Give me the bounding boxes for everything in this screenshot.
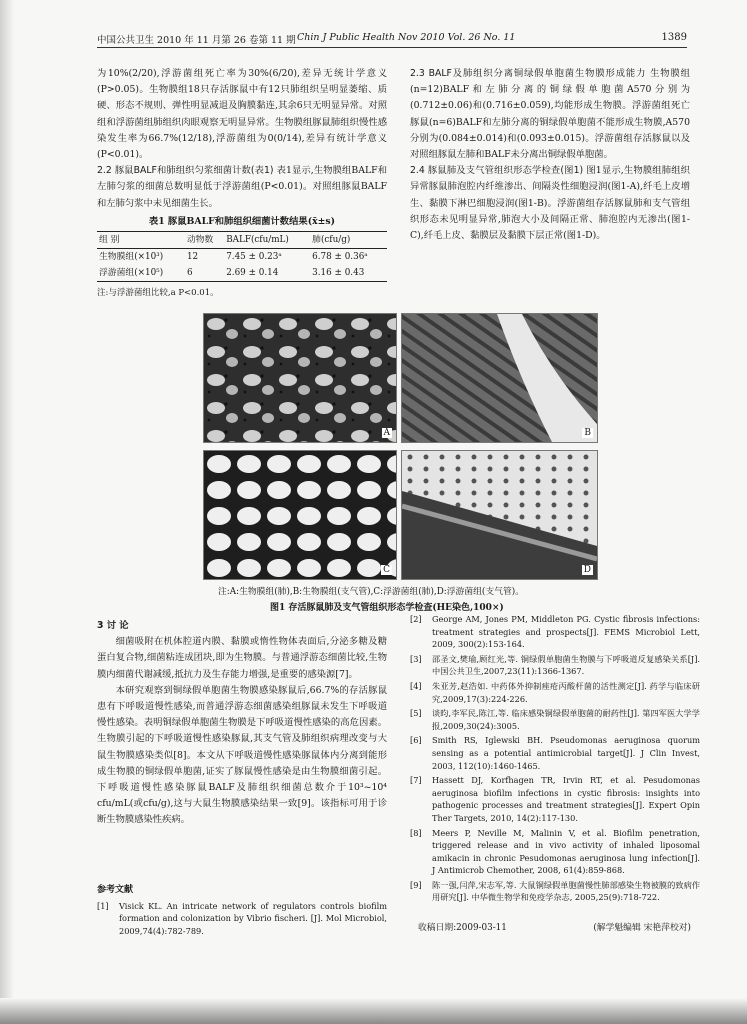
page-number: 1389 [661, 32, 687, 43]
table-cell: 7.45 ± 0.23ᵃ [226, 252, 282, 263]
discussion-title: 3 讨 论 [97, 620, 129, 631]
table-header-cell: 动物数 [186, 235, 214, 246]
section-2-4 [410, 163, 690, 244]
section-2-4-text: 图1显示,生物膜组肺组织异常豚鼠肺泡腔内纤维渗出、间隔炎性细胞浸润(图1-A),纤毛上皮增生、黏膜下淋巴细胞浸润(图1-B)。浮游菌组存活豚鼠肺和支气管组织形态未见明显异常,肺泡大小及间隔正常、肺泡腔内无渗出(图1-C),纤毛上皮、黏膜层及黏膜下层正常(图1-D)。 [410, 165, 690, 242]
micrograph-a [203, 313, 397, 443]
table-header-row [97, 232, 387, 249]
section-2-3 [410, 66, 690, 163]
micrograph-c-texture [204, 451, 396, 579]
figure-1 [203, 313, 598, 581]
references-right [410, 613, 700, 906]
micrograph-c [203, 450, 397, 580]
reference-item [410, 653, 700, 678]
table-cell: 生物膜组(×10³) [99, 252, 164, 263]
reference-number: [8] [410, 827, 422, 838]
header-journal-en: Chin J Public Health Nov 2010 Vol. 26 No. 11 [297, 32, 516, 43]
micrograph-d-texture [402, 451, 597, 579]
table-header-cell: BALF(cfu/mL) [226, 235, 289, 246]
reference-item [410, 827, 700, 877]
table-cell: 3.16 ± 0.43 [312, 268, 365, 279]
header-rule [97, 47, 687, 48]
reference-item [410, 879, 700, 904]
reference-item [410, 734, 700, 772]
bacteria-count-table [97, 231, 387, 282]
micrograph-a-texture [204, 314, 396, 442]
micrograph-b [401, 313, 598, 443]
scan-bottom-shadow [0, 998, 747, 1024]
right-column [410, 66, 690, 244]
table-cell: 6.78 ± 0.36ᵃ [312, 252, 368, 263]
table-cell: 12 [186, 252, 199, 263]
reference-number: [4] [410, 680, 422, 691]
section-2-2-title: 2.2 豚鼠BALF和肺组织匀浆细菌计数(表1) [97, 165, 274, 177]
micrograph-b-texture [402, 314, 597, 442]
table-row [97, 265, 387, 282]
section-2-2 [97, 163, 387, 212]
panel-label-a: A [383, 428, 390, 438]
reference-item [410, 707, 700, 732]
references-left [97, 884, 387, 939]
reference-item [97, 900, 387, 938]
table-cell: 6 [186, 268, 193, 279]
table-note: 注:与浮游菌组比较,a P<0.01。 [97, 288, 219, 299]
received-date: 收稿日期:2009-03-11 [418, 923, 507, 933]
figure-title: 图1 存活豚鼠肺及支气管组织形态学检查(HE染色,100×) [270, 603, 504, 613]
reference-item [410, 680, 700, 705]
references-heading: 参考文献 [97, 885, 134, 895]
section-2-4-title: 2.4 豚鼠肺及支气管组织形态学检查(图1) [410, 165, 584, 177]
reference-number: [6] [410, 735, 422, 746]
header-journal-cn: 中国公共卫生 2010 年 11 月第 26 卷第 11 期 [97, 35, 296, 46]
discussion-paragraph-2: 本研究观察到铜绿假单胞菌生物膜感染豚鼠后,66.7%的存活豚鼠患有下呼吸道慢性感染,而普通浮游态细菌感染组豚鼠未发生下呼吸道慢性感染。表明铜绿假单胞菌生物膜是下呼吸道慢性感染的高危因素。生物膜引起的下呼吸道慢性感染豚鼠,其支气管及肺组织病理改变与大鼠生物膜感染类似[8]。本文从下呼吸道慢性感染豚鼠体内分离到能形成生物膜的铜绿假单胞菌,证实了豚鼠慢性感染是由生物膜细菌引起。下呼吸道慢性感染豚鼠BALF及肺组织细菌总数介于10³~10⁴ cfu/mL(或cfu/g),这与大鼠生物膜感染结果一致[9]。该指标可用于诊断生物膜感染性疾病。 [97, 684, 387, 826]
table-cell: 浮游菌组(×10⁵) [99, 268, 164, 279]
reference-number: [9] [410, 879, 422, 890]
panel-label-b: B [584, 428, 591, 438]
figure-note: 注:A:生物膜组(肺),B:生物膜组(支气管),C:浮游菌组(肺),D:浮游菌组(支气管)。 [218, 587, 524, 597]
reference-number: [5] [410, 708, 422, 719]
reference-number: [7] [410, 775, 422, 786]
reference-item [410, 613, 700, 651]
table-row [97, 249, 387, 266]
reference-text: Hassett DJ, Korfhagen TR, Irvin RT, et al. Pesudomonas aeruginosa biofilm infections in cystic fibrosis: insights into pathogenic processes and treatment strategies[J]. Expert Opin Ther Targets, 2010, 14(2):117-130. [432, 775, 700, 823]
reference-text: 朱亚芳,赵浩如. 中药体外抑制痤疮丙酸杆菌的活性测定[J]. 药学与临床研究,2009,17(3):224-226. [432, 680, 700, 704]
micrograph-d [401, 450, 598, 580]
reference-text: 邵圣文,樊瑜,顾红光,等. 铜绿假单胞菌生物膜与下呼吸道反复感染关系[J]. 中国公共卫生,2007,23(11):1366-1367. [432, 653, 700, 677]
table-header-cell: 组 别 [99, 235, 120, 246]
section-2-3-text: 生物膜组(n=12)BALF和左肺分离的铜绿假单胞菌A570分别为(0.712±0.06)和(0.716±0.059),均能形成生物膜。浮游菌组死亡豚鼠(n=6)BALF和左肺分离的铜绿假单胞菌不能形成生物膜,A570分别为(0.084±0.014)和(0.093±0.015)。浮游菌组存活豚鼠以及对照组豚鼠左肺和BALF未分离出铜绿假单胞菌。 [410, 68, 690, 161]
panel-label-d: D [583, 565, 591, 575]
reference-text: George AM, Jones PM, Middleton PG. Cystic fibrosis infections: treatment strategies and prospects[J]. FEMS Microbiol Lett, 2009, 300(2):153-164. [432, 614, 700, 650]
reference-number: [1] [97, 900, 109, 911]
results-paragraph: 为10%(2/20),浮游菌组死亡率为30%(6/20),差异无统计学意义(P>0.05)。生物膜组18只存活豚鼠中有12只肺组织呈明显萎缩、质硬、形态不规则、弹性明显减退及胸膜黏连,其余6只无明显异常。对照组和浮游菌组肺组织肉眼观察无明显异常。生物膜组豚鼠肺组织慢性感染发生率为66.7%(12/18),浮游菌组为0(0/14),差异有统计学意义(P<0.01)。 [97, 68, 387, 161]
reference-text: Meers P, Neville M, Malinin V, et al. Biofilm penetration, triggered release and in vivo activity of inhaled liposomal amikacin in chronic Pesudomonas aeruginosa lung infection[J]. J Antimicrob Chemother, 2008, 61(4):859-868. [432, 827, 700, 876]
reference-number: [3] [410, 653, 422, 664]
reference-text: Smith RS, Iglewski BH. Pseudomonas aeruginosa quorum sensing as a potential antimicrobial target[J]. J Clin Invest, 2003, 112(10):1460-1465. [432, 735, 700, 771]
section-2-2-text: 表1显示,生物膜组BALF和左肺匀浆的细菌总数明显低于浮游菌组(P<0.01)。对照组豚鼠BALF和左肺匀浆中未见细菌生长。 [97, 165, 387, 209]
panel-label-c: C [383, 565, 390, 575]
discussion-section [97, 618, 387, 829]
editor-credit: (解学魁编辑 宋艳萍校对) [593, 923, 691, 933]
reference-item [410, 774, 700, 824]
left-column [97, 66, 387, 301]
reference-text: Visick KL. An intricate network of regulators controls biofilm formation and colonization by Vibrio fischeri. [J]. Mol Microbiol, 2009,74(4):782-789. [119, 900, 387, 936]
table-header-cell: 肺(cfu/g) [312, 235, 351, 246]
table-title: 表1 豚鼠BALF和肺组织细菌计数结果(x̄±s) [148, 215, 336, 227]
reference-text: 谈昀,李军民,陈江,等. 临床感染铜绿假单胞菌的耐药性[J]. 第四军医大学学报,2009,30(24):3005. [432, 708, 700, 731]
running-header [97, 32, 687, 46]
table-cell: 2.69 ± 0.14 [226, 268, 279, 279]
section-2-3-title: 2.3 BALF及肺组织分离铜绿假单胞菌生物膜形成能力 [410, 68, 647, 79]
binding-shadow [0, 0, 14, 1024]
reference-number: [2] [410, 614, 422, 624]
discussion-paragraph-1: 细菌吸附在机体腔道内膜、黏膜或惰性物体表面后,分泌多糖及糖蛋白复合物,细菌粘连成团块,即为生物膜。与普通浮游态细菌比较,生物膜内细菌代谢减缓,抵抗力及生存能力增强,是重要的感染源[7]。 [97, 636, 387, 680]
reference-text: 陈一强,闫萍,宋志军,等. 大鼠铜绿假单胞菌慢性肺部感染生物被膜的致病作用研究[J]. 中华微生物学和免疫学杂志, 2005,25(9):718-722. [432, 879, 700, 903]
